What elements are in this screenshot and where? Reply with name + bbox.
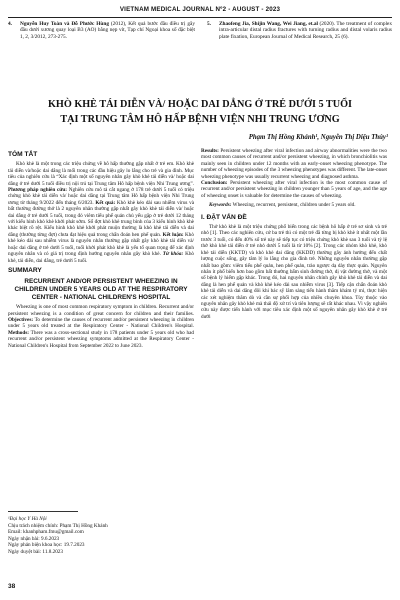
abstract-vi-heading: TÓM TẮT bbox=[8, 151, 38, 158]
article-title-line-2: TẠI TRUNG TÂM HÔ HẤP BỆNH VIỆN NHI TRUNG ƯƠNG bbox=[60, 114, 340, 125]
summary-results: Persistent wheezing after viral infection and airway abnormalities were the two most common causes of recurrent and/or persistent wheezing, in which bronchiolitis was mainly seen in children under 12 months with an early-onset wheezing phenotype. The number of wheezing episodes of the 3 wheezing phenotypes was different. The late-onset wheezing phenotype was usually recurrent wheezing and diagnosed asthma. bbox=[201, 148, 387, 180]
article-authors: Phạm Thị Hồng Khánh¹, Nguyễn Thị Diệu Thúy¹ bbox=[248, 134, 388, 141]
left-column bbox=[8, 148, 194, 349]
summary-text-continued bbox=[201, 148, 387, 199]
summary-conclusion: Persistent wheezing after viral infection is the most common cause of recurrent and/or persistent wheezing in children younger than 5 years of age, and the age of wheezing onset is valuable for determine the causes of wheezing. bbox=[201, 180, 387, 199]
summary-conclusion-label: Conclusion: bbox=[201, 180, 228, 187]
summary-intro: Wheezing is one of most common respiratory symptom in children. Recurrent and/or persistent wheezing is a condition of great concern for children and their families. bbox=[8, 304, 194, 317]
summary-methods-label: Methods: bbox=[8, 329, 30, 336]
reference-authors: Nguyễn Huy Toàn và Đỗ Phước Hùng bbox=[20, 21, 109, 27]
abstract-vi-keywords-label: Từ khóa: bbox=[162, 251, 184, 258]
summary-keywords-line bbox=[201, 202, 387, 208]
footnote-responsible: Chịu trách nhiệm chính: Phạm Thị Hồng Khánh bbox=[8, 522, 108, 529]
summary-results-label: Results: bbox=[201, 148, 219, 154]
reference-authors: Zhaofeng Jia, Shijin Wang, Wei Jiang, et.al bbox=[219, 21, 318, 27]
summary-heading: SUMMARY bbox=[8, 266, 42, 274]
abstract-vi-method-label: Phương pháp nghiên cứu: bbox=[8, 187, 67, 194]
summary-objectives-label: Objectives: bbox=[8, 316, 34, 323]
summary-objectives: To determine the causes of recurrent and/or persistent wheezing in children under 5 years old treated at the Respiratory Center - National Children's Hospital. bbox=[8, 316, 194, 330]
reference-list bbox=[8, 21, 392, 81]
abstract-vi-conclusion-label: Kết luận: bbox=[162, 231, 184, 238]
footnote-received: Ngày nhận bài: 9.6.2023 bbox=[8, 535, 60, 542]
summary-title: RECURRENT AND/OR PERSISTENT WHEEZING IN CHILDREN UNDER 5 YEARS OLD AT THE RESPIRATORY CENTER - NATIONAL CHILDREN'S HOSPITAL bbox=[14, 278, 188, 301]
header-divider bbox=[8, 17, 392, 18]
abstract-vi-result-label: Kết quả: bbox=[95, 199, 116, 206]
intro-paragraph: Thở khò khè là một triệu chứng phổ biến trong các bệnh hô hấp ở trẻ sơ sinh và trẻ nhỏ [1]. Theo các nghiên cứu, cứ ba trẻ thì có một trẻ đã từng bị khò khè ít nhất một lần trước 3 tuổi, có đến 40% số trẻ này sẽ tiếp tục có triệu chứng khò khè sau 3 tuổi và tỷ lệ thở khò khè tái diễn ở trẻ nhỏ dưới 5 tuổi là từ 10% [2]. Trong các nhóm khò khè, khò khè tái diễn (KKTD) và khò khè dai dẳng (KKDD) thường gây ảnh hưởng đến chất lượng cuộc sống, gây tâm lý lo lắng cho gia đình trẻ. Những nguyên nhân thường gặp nhất bao gồm: viêm tiểu phế quản, hen phế quản, trào ngược dạ dày thực quản. Nguyên nhân ít phổ biến hơn bao gồm bất thường bẩm sinh đường thở, dị vật đường thở, và một số bệnh lý hiếm gặp khác. Trong đó, hai nguyên nhân chính gây khò khè tái diễn và dai dẳng là hen phế quản và khò khè kéo dài sau nhiễm virus [3]. Tiếp cận chẩn đoán khò khè tái diễn và dai dẳng đôi khi bác sỹ lâm sàng tiến hành thăm khám tỷ mỉ, thực hiện các xét nghiệm thăm dò và cần sự phối hợp của nhiều chuyên khoa. Tùy thuộc vào nguyên nhân gây khò khè mà thái độ xử trí và tiên lượng sẽ rất khác nhau. Vì vậy nghiên cứu này được tiến hành với mục tiêu xác định một số nguyên nhân gây khò khè ở trẻ dưới bbox=[201, 224, 387, 320]
summary-text bbox=[8, 304, 194, 349]
abstract-vi-keywords: Khò khè, tái diễn, dai dẳng, trẻ dưới 5 tuổi. bbox=[8, 251, 195, 264]
reference-item-5 bbox=[207, 21, 392, 40]
summary-methods: There was a cross-sectional study in 178 patients under 5 years old who had recurrent and/or persistent wheezing symptoms admitted at the Respiratory Center - National Children's Hospital from September 2022 to June 2023. bbox=[8, 329, 194, 349]
journal-header: VIETNAM MEDICAL JOURNAL Nº2 - AUGUST - 2023 bbox=[119, 6, 281, 13]
page-number: 38 bbox=[8, 583, 16, 590]
intro-heading: I. ĐẶT VẤN ĐỀ bbox=[201, 213, 247, 221]
reference-number: 5. bbox=[207, 21, 211, 27]
abstract-vi-intro: Khò khè là một trong các triệu chứng về hô hấp thường gặp nhất ở trẻ em. Khò khè tái diễn và/hoặc dai dẳng là mối trong các đầu hiệu gây lo lắng cho trẻ và gia đình. Mục tiêu của nghiên cứu là “Xác định một số nguyên nhân gây khò khè tái diễn và/ hoặc dai dẳng ở trẻ dưới 5 tuổi điều trị nội trú tại Trung tâm Hô hấp bệnh viện Nhi Trung ương”. bbox=[8, 161, 194, 187]
reference-item-4 bbox=[8, 21, 195, 40]
footnote-accepted: Ngày duyệt bài: 11.8.2023 bbox=[8, 548, 63, 555]
footnote-affiliation: ¹Đại học Y Hà Nội bbox=[8, 516, 47, 522]
reference-text: (2012), Kết quả bước đầu điều trị gãy đầu dưới xương quay loại B3 (AO) bằng nẹp vít, Tạp chí Ngoại khoa số đặc biệt 1, 2, 3/2012, 273-275. bbox=[20, 21, 195, 40]
abstract-vi-result: Khò khè kéo dài sau nhiễm virus và bất thường đường thở là 2 nguyên nhân thường gặp nhất gây khò khè tái diễn và/ hoặc dai dẳng ở trẻ dưới 5 tuổi, trong đó viêm tiểu phế quản chủ yếu gặp ở trẻ dưới 12 tháng với kiểu hình khò khè khởi phát sớm. Số đợt khò khè trung bình của 3 kiểu hình khò khè khác biệt rõ rệt. Kiểu hình khò khè khởi phát muộn thường là khò khè tái diễn và dai dẳng (thường từng đợt) chưa đạt hiệu quả trong chẩn đoán hen phế quản. bbox=[8, 199, 195, 238]
abstract-vi-conclusion: Khò khè kéo dài sau nhiễm virus là nguyên nhân thường gặp nhất gây khò khè tái diễn và/ hoặc dai dẳng ở trẻ dưới 5 tuổi, tuổi khởi phát khò khè là yếu tố quan trọng để xác định nguyên nhân và có giá trị trong định hướng nguyên nhân gây khò khè. bbox=[8, 231, 194, 258]
footnote-email: Email: khanhpham.fmu@gmail.com bbox=[8, 529, 84, 536]
right-column bbox=[201, 148, 387, 321]
abstract-vi-text bbox=[8, 161, 194, 264]
reference-text: (2020). The treatment of complex intra-articular distal radius fractures with turning radius and distal volaris radius plate fixation, European Journal of Medical Research, 25 (6). bbox=[219, 21, 392, 40]
footnote-divider bbox=[8, 511, 78, 512]
article-title bbox=[8, 97, 392, 127]
reference-number: 4. bbox=[8, 21, 12, 27]
summary-keywords: Wheezing, recurrent, persistent, children under 5 years old. bbox=[231, 202, 356, 209]
article-title-line-1: KHÒ KHÈ TÁI DIỄN VÀ/ HOẶC DAI DẲNG Ở TRẺ DƯỚI 5 TUỔI bbox=[48, 99, 352, 110]
abstract-vi-method: Nghiên cứu mô tả cắt ngang ở 178 trẻ dưới 5 tuổi có triệu chứng khò khè tái diễn và/ hoặc dai dẳng tại Trung tâm Hô hấp bệnh viện Nhi Trung ương từ tháng 9/2022 đến tháng 6/2023. bbox=[8, 187, 194, 206]
summary-keywords-label: Keywords: bbox=[209, 202, 232, 209]
footnote-reviewed: Ngày phản biện khoa học: 19.7.2023 bbox=[8, 542, 85, 549]
footnotes bbox=[8, 516, 194, 556]
